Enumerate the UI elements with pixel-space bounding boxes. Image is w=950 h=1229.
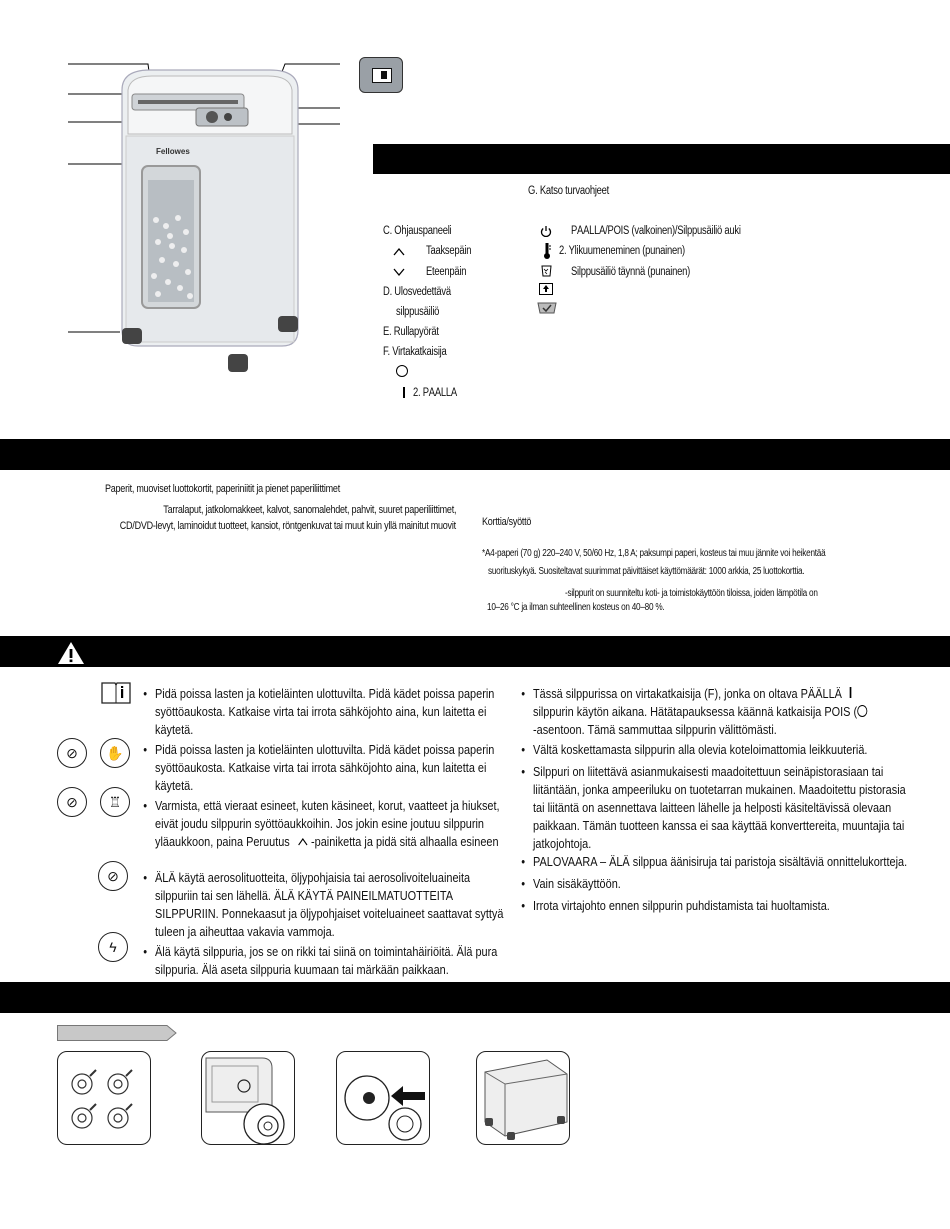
switch-icon: [359, 57, 403, 93]
bin-open-icon: [539, 282, 553, 294]
warning-left-4: • ÄLÄ käytä aerosolituotteita, öljypohjaisia tai aerosolivoiteluaineita silppuriin tai sen lähellä. ÄLÄ KÄYTÄ PAINEILMATUOTTEITA SILPPURIIN. Ponnekaasut ja öljypohjaiset voiteluaineet saattavat syttyä tuleen ja aiheuttaa vakavia vammoja.: [143, 870, 504, 939]
brand-logo: Fellowes: [156, 147, 190, 156]
can-shred-text: Paperit, muoviset luottokortit, paperiniitit ja pienet paperiliittimet: [105, 483, 340, 495]
no-ties-icon: ♖: [100, 787, 130, 817]
bin-label-1: D. Ulosvedettävä: [383, 286, 451, 298]
arrow-tab: [57, 1025, 177, 1041]
warning-right-4: • PALOVAARA – ÄLÄ silppua äänisiruja tai paristoja sisältäviä onnittelukortteja.: [521, 854, 908, 869]
warning-left-2: • Pidä poissa lasten ja kotieläinten ulottuvilta. Pidä kädet poissa paperin syöttöaukosta. Katkaise virta tai irrota sähköjohto aina, kun laitetta ei käytetä.: [143, 742, 495, 793]
chevron-up-icon: [393, 244, 405, 254]
warning-left-5: • Älä käytä silppuria, jos se on rikki tai siinä on toimintahäiriöitä. Älä pura silppuria. Älä aseta silppuria kuumaan tai märkään paikkaan.: [143, 944, 498, 977]
spec-note-1: *A4-paperi (70 g) 220–240 V, 50/60 Hz, 1,8 A; paksumpi paperi, kosteus tai muu jännite voi heikentää: [482, 548, 826, 559]
warning-left-3: • Varmista, että vieraat esineet, kuten käsineet, korut, vaatteet ja hiukset, eivät joudu silppurin syöttöaukkoihin. Jos jokin esine joutuu silppurin yläaukkoon, paina Peruutus -painiketta ja pidä sitä alhaalla esineen: [143, 798, 500, 849]
manual-book-icon: [101, 681, 131, 705]
section-band-1: [373, 144, 950, 174]
indicator-on: PÄÄLLÄ/POIS (valkoinen)/Silppusäiliö auki: [571, 225, 741, 237]
cannot-shred-1: Tarralaput, jatkolomakkeet, kalvot, sanomalehdet, pahvit, suuret paperiliittimet,: [163, 504, 456, 516]
no-children-icon: ⊘: [57, 738, 87, 768]
assembly-step-1: [57, 1051, 151, 1145]
reverse-label: Taaksepäin: [426, 245, 472, 257]
safety-label: G. Katso turvaohjeet: [528, 185, 610, 197]
spec-note-3: -silppurit on suunniteltu koti- ja toimistokäyttöön tiloissa, joiden lämpötila on: [565, 588, 818, 599]
indicator-overheat: 2. Ylikuumeneminen (punainen): [559, 245, 685, 257]
warning-right-6: • Irrota virtajohto ennen silppurin puhdistamista tai huoltamista.: [521, 898, 830, 913]
spec-note-4: 10–26 °C ja ilman suhteellinen kosteus on 40–80 %.: [487, 602, 665, 613]
warning-right-3: • Silppuri on liitettävä asianmukaisesti maadoitettuun seinäpistorasiaan tai liitäntään, jonka ampeeriluku on tuotetarran mukainen. Maadoitettu pistorasia tai liitäntä on asennettava laitteen lähelle ja helposti käsiteltävissä olevaan paikkaan. Tämän tuotteen kanssa ei saa käyttää konverttereita, muuntajia tai jatkojohtoja.: [521, 764, 906, 851]
card-label: Korttia/syöttö: [482, 516, 532, 528]
electric-hazard-icon: ϟ: [98, 932, 128, 962]
no-loose-items-icon: ⊘: [57, 787, 87, 817]
warning-left-1: • Pidä poissa lasten ja kotieläinten ulottuvilta. Pidä kädet poissa paperin syöttöaukosta. Katkaise virta tai irrota sähköjohto aina, kun laitetta ei käytetä.: [143, 686, 495, 737]
assembly-step-2: [201, 1051, 295, 1145]
warning-right-2: • Vältä koskettamasta silppurin alla olevia koteloimattomia leikkuuteriä.: [521, 742, 868, 757]
on-label: 2. PÄÄLLÄ: [413, 387, 457, 399]
bin-full-icon: [541, 263, 552, 277]
warning-right-5: • Vain sisäkäyttöön.: [521, 876, 621, 891]
switch-label: F. Virtakatkaisija: [383, 346, 447, 358]
bin-label-2: silppusäiliö: [396, 306, 440, 318]
section-band-warning: [0, 636, 950, 667]
section-band-2: [0, 439, 950, 470]
on-bar-icon: [403, 387, 405, 398]
section-band-assembly: [0, 982, 950, 1013]
no-aerosol-icon: ⊘: [98, 861, 128, 891]
power-icon: [540, 224, 552, 236]
warning-triangle-icon: [57, 641, 85, 665]
safelock-icon: [537, 301, 557, 315]
spec-note-2: suorituskykyä. Suositeltavat suurimmat päivittäiset käyttömäärät: 1000 arkkia, 25 luottokorttia.: [488, 566, 805, 577]
casters-label: E. Rullapyörät: [383, 326, 439, 338]
cannot-shred-2: CD/DVD-levyt, laminoidut tuotteet, kansiot, röntgenkuvat tai muut kuin yllä mainitut muovit: [119, 520, 456, 532]
shredder-illustration: [60, 50, 350, 380]
off-circle-icon: [396, 365, 408, 377]
indicator-full: Silppusäiliö täynnä (punainen): [571, 266, 690, 278]
no-hands-icon: ✋: [100, 738, 130, 768]
assembly-step-3: [336, 1051, 430, 1145]
chevron-up-inline-icon: [298, 837, 308, 846]
warning-right-1: • Tässä silppurissa on virtakatkaisija (F), jonka on oltava PÄÄLLÄ silppurin käytön aikana. Hätätapauksessa käännä katkaisija POIS ( -asentoon. Tämä sammuttaa silppurin välittömästi.: [533, 685, 911, 739]
chevron-down-icon: [393, 264, 405, 274]
thermometer-icon: [543, 243, 551, 259]
forward-label: Eteenpäin: [426, 266, 467, 278]
control-panel-label: C. Ohjauspaneeli: [383, 225, 452, 237]
assembly-step-4: [476, 1051, 570, 1145]
